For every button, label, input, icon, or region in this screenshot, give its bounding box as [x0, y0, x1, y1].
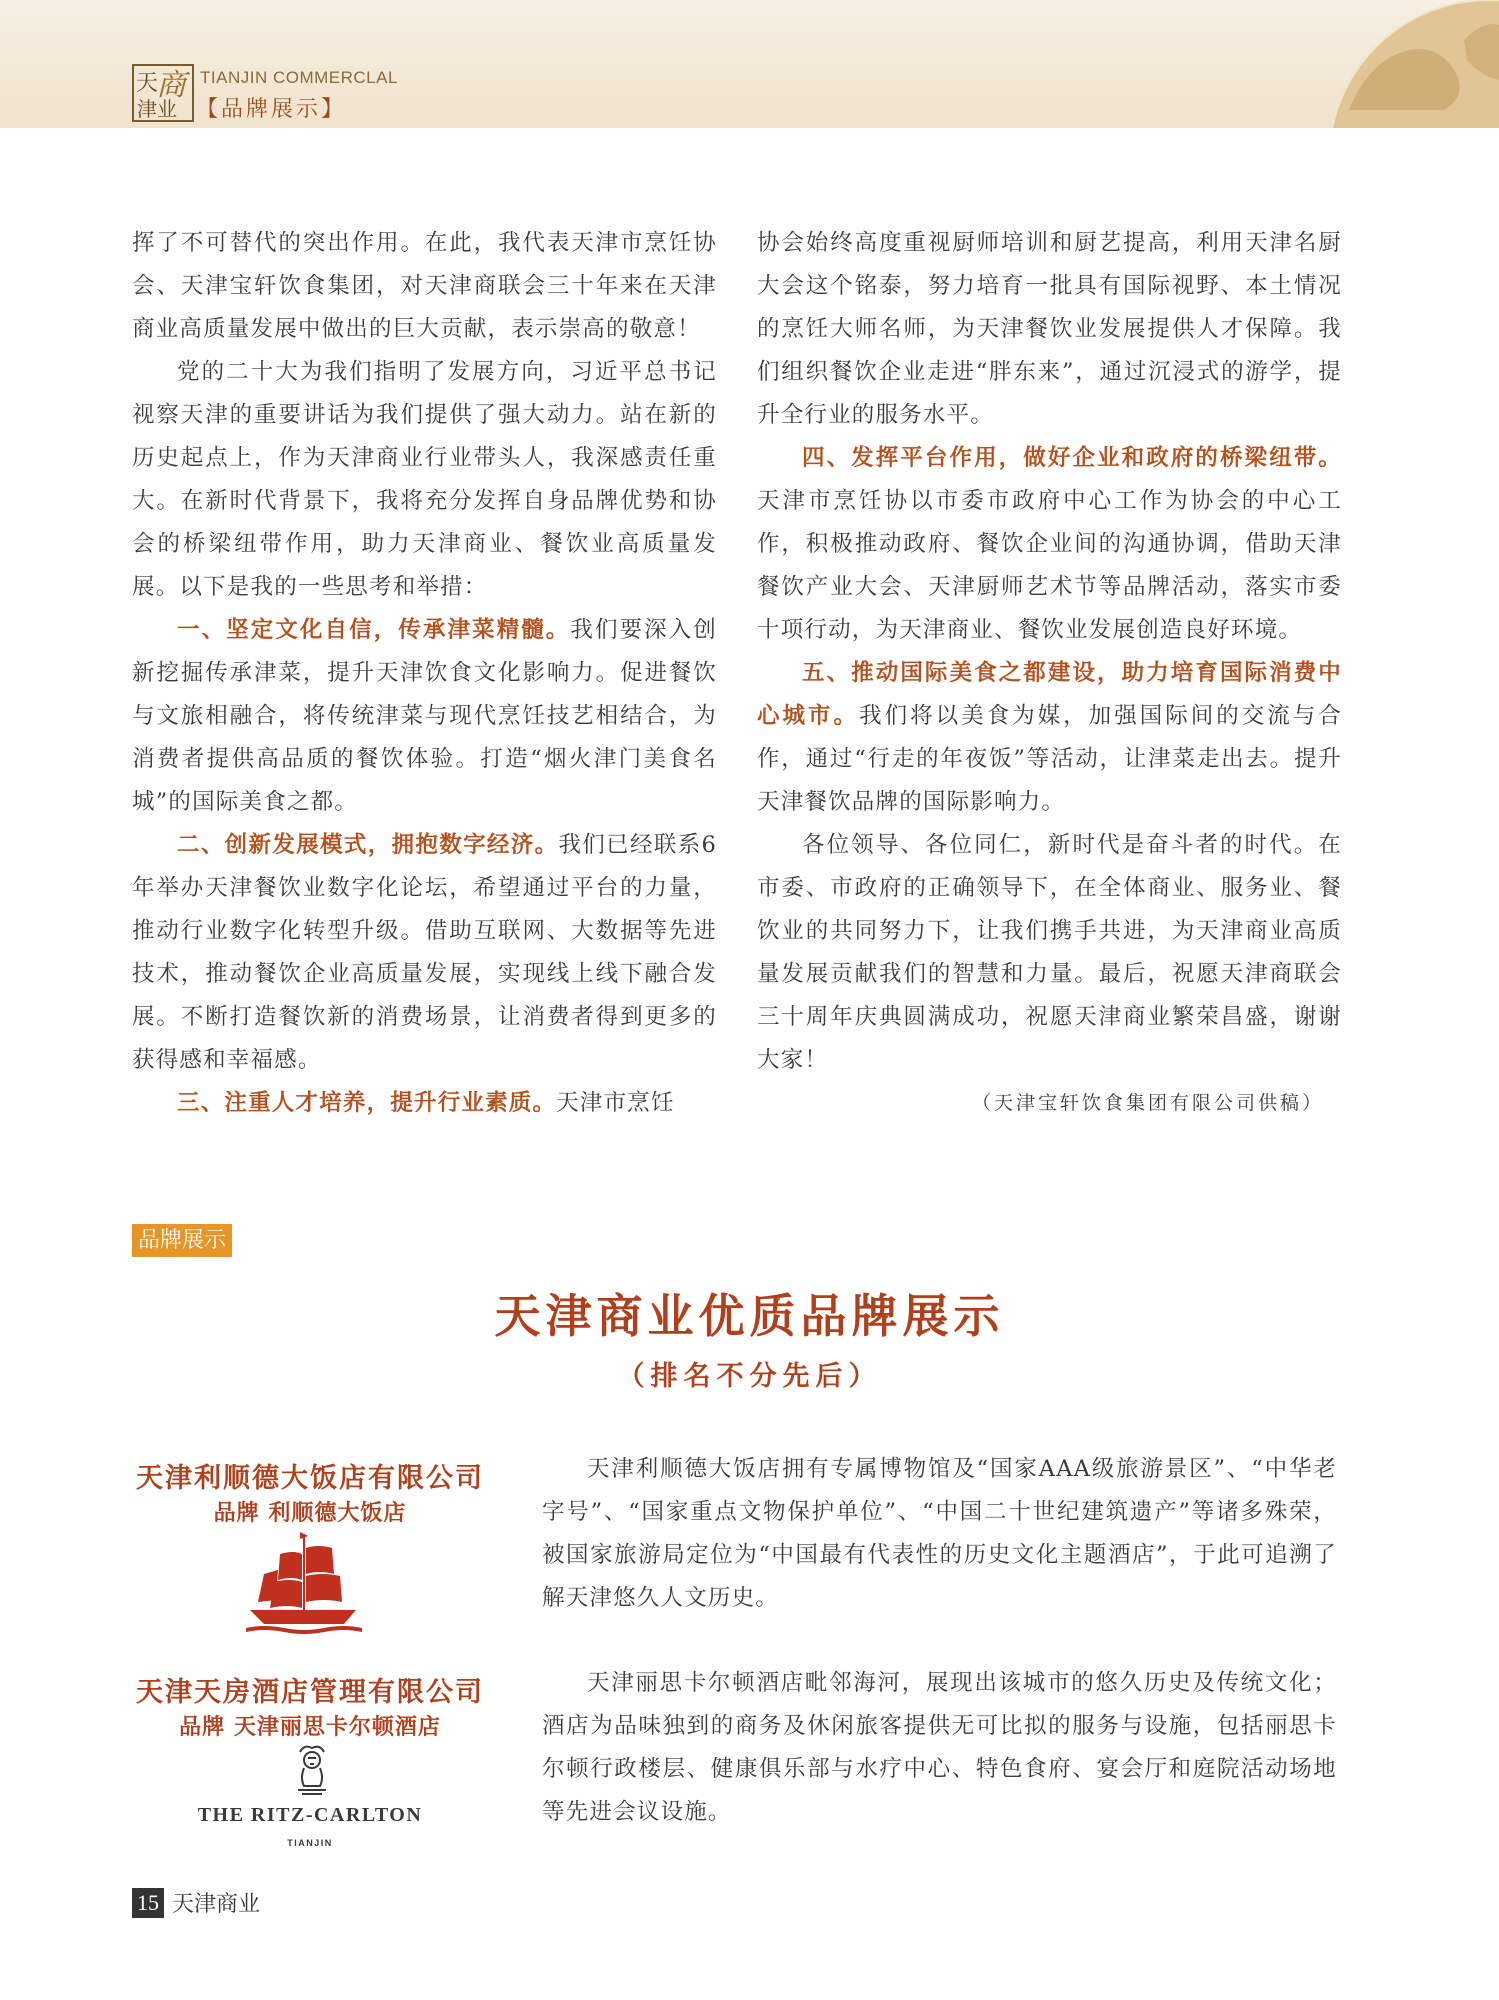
page-header — [0, 0, 1499, 128]
point-text: 天津市烹饪协以市委市政府中心工作为协会的中心工作，积极推动政府、餐饮企业间的沟通协调，借助天津餐饮产业大会、天津厨师艺术节等品牌活动，落实市委十项行动，为天津商业、餐饮业发展创造良好环境。 — [757, 488, 1342, 643]
paragraph — [132, 1082, 717, 1125]
paragraph: 各位领导、各位同仁，新时代是奋斗者的时代。在市委、市政府的正确领导下，在全体商业、服务业、餐饮业的共同努力下，让我们携手共进，为天津商业高质量发展贡献我们的智慧和力量。最后，祝愿天津商联会三十周年庆典圆满成功，祝愿天津商业繁荣昌盛，谢谢大家！ — [757, 832, 1342, 1073]
brand-company-name: 天津利顺德大饭店有限公司 — [136, 1463, 484, 1494]
ritz-carlton-city: TIANJIN — [287, 1838, 333, 1848]
brand-company-name: 天津天房酒店管理有限公司 — [136, 1677, 484, 1708]
point-text: 天津市烹饪 — [556, 1090, 675, 1116]
showcase-subtitle: （排名不分先后） — [617, 1361, 882, 1392]
article-left-column — [132, 222, 717, 1125]
point-heading: 五、推动国际美食之都建设，助力培育国际消费中心城市。 — [757, 660, 1342, 729]
ritz-carlton-lion-crest-icon — [290, 1742, 334, 1798]
brand-label: 品牌 天津丽思卡尔顿酒店 — [179, 1715, 441, 1740]
logo-char-3: 津业 — [137, 97, 177, 121]
section-tag: 品牌展示 — [132, 1224, 232, 1257]
footer-magazine-title: 天津商业 — [172, 1892, 261, 1917]
magazine-english-title: TIANJIN COMMERCLAL — [200, 68, 398, 87]
paragraph — [757, 652, 1342, 824]
globe-decoration-icon — [1239, 0, 1499, 128]
article-right-column — [757, 222, 1342, 1125]
point-heading: 一、坚定文化自信，传承津菜精髓。 — [177, 617, 571, 643]
page-number: 15 — [132, 1888, 164, 1918]
point-text: 我们要深入创新挖掘传承津菜，提升天津饮食文化影响力。促进餐饮与文旅相融合，将传统津菜与现代烹饪技艺相结合，为消费者提供高品质的餐饮体验。打造“烟火津门美食名城”的国际美食之都。 — [132, 617, 718, 815]
sailing-ship-logo-icon — [244, 1530, 364, 1640]
paragraph: 挥了不可替代的突出作用。在此，我代表天津市烹饪协会、天津宝轩饮食集团，对天津商联会三十年来在天津商业高质量发展中做出的巨大贡献，表示崇高的敬意！ — [132, 230, 717, 342]
brand-label: 品牌 利顺德大饭店 — [213, 1501, 407, 1526]
point-heading: 四、发挥平台作用，做好企业和政府的桥梁纽带。 — [802, 445, 1342, 471]
point-text: 我们已经联系6年举办天津餐饮业数字化论坛，希望通过平台的力量，推动行业数字化转型升级。借助互联网、大数据等先进技术，推动餐饮企业高质量发展，实现线上线下融合发展。不断打造餐饮新的消费场景，让消费者得到更多的获得感和幸福感。 — [132, 832, 718, 1073]
paragraph: 协会始终高度重视厨师培训和厨艺提高，利用天津名厨大会这个铭泰，努力培育一批具有国际视野、本土情况的烹饪大师名师，为天津餐饮业发展提供人才保障。我们组织餐饮企业走进“胖东来”，通过沉浸式的游学，提升全行业的服务水平。 — [757, 230, 1342, 428]
paragraph — [132, 824, 717, 1082]
logo-char-2: 商 — [156, 68, 186, 103]
point-heading: 二、创新发展模式，拥抱数字经济。 — [177, 832, 559, 858]
ritz-carlton-wordmark: THE RITZ-CARLTON — [197, 1804, 423, 1826]
showcase-title: 天津商业优质品牌展示 — [494, 1289, 1005, 1343]
article-source: （天津宝轩饮食集团有限公司供稿） — [971, 1092, 1324, 1114]
point-heading: 三、注重人才培养，提升行业素质。 — [177, 1090, 557, 1116]
paragraph — [132, 609, 717, 824]
paragraph — [757, 437, 1342, 652]
section-label: 【品牌展示】 — [196, 97, 347, 122]
brand-description: 天津利顺德大饭店拥有专属博物馆及“国家AAA级旅游景区”、“中华老字号”、“国家重点文物保护单位”、“中国二十世纪建筑遗产”等诸多殊荣，被国家旅游局定位为“中国最有代表性的历史文化主题酒店”，于此可追溯了解天津悠久人文历史。 — [542, 1456, 1337, 1611]
logo-char-1: 天 — [136, 71, 159, 96]
brand-description: 天津丽思卡尔顿酒店毗邻海河，展现出该城市的悠久历史及传统文化；酒店为品味独到的商务及休闲旅客提供无可比拟的服务与设施，包括丽思卡尔顿行政楼层、健康俱乐部与水疗中心、特色食府、宴会厅和庭院活动场地等先进会议设施。 — [542, 1670, 1337, 1825]
paragraph: 党的二十大为我们指明了发展方向，习近平总书记视察天津的重要讲话为我们提供了强大动力。站在新的历史起点上，作为天津商业行业带头人，我深感责任重大。在新时代背景下，我将充分发挥自身品牌优势和协会的桥梁纽带作用，助力天津商业、餐饮业高质量发展。以下是我的一些思考和举措： — [132, 359, 717, 600]
magazine-logo — [132, 64, 194, 122]
point-text: 我们将以美食为媒，加强国际间的交流与合作，通过“行走的年夜饭”等活动，让津菜走出去。提升天津餐饮品牌的国际影响力。 — [757, 703, 1342, 815]
